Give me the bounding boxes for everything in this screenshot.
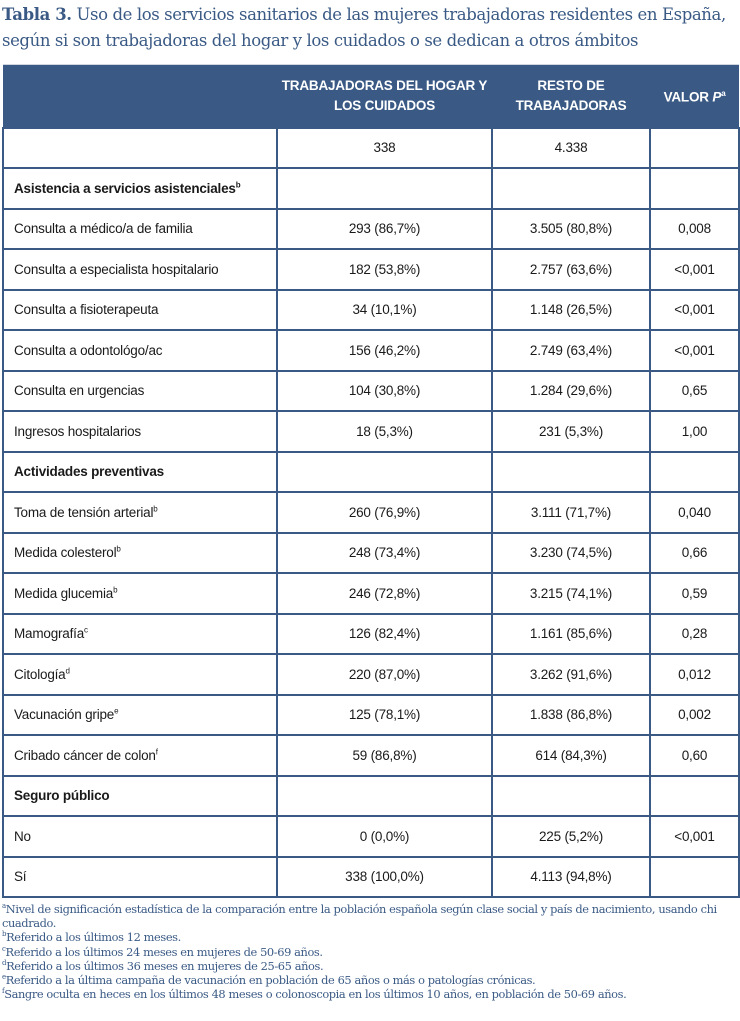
row-label: Seguro público bbox=[3, 776, 277, 817]
footnote-marker: e bbox=[2, 973, 6, 982]
cell-domestic-workers: 34 (10,1%) bbox=[277, 290, 492, 331]
row-label: Consulta en urgencias bbox=[3, 371, 277, 412]
footnote-marker: a bbox=[2, 902, 6, 911]
footnote: $^d$Referido a los últimos 36 meses en mujeres de 25-65 años. bbox=[2, 958, 324, 973]
row-label: Consulta a especialista hospitalario bbox=[3, 249, 277, 290]
cell-other-workers: 3.215 (74,1%) bbox=[492, 573, 650, 614]
table-title: Uso de los servicios sanitarios de las mujeres trabajadoras residentes en España, según si son trabajadoras del hogar y los cuidados o se dedican a otros ámbitos bbox=[2, 5, 726, 50]
header-cell-domestic-workers: TRABAJADORAS DEL HOGAR Y LOS CUIDADOS bbox=[277, 65, 492, 128]
cell-other-workers bbox=[492, 776, 650, 817]
cell-other-workers: 614 (84,3%) bbox=[492, 735, 650, 776]
row-label: Vacunación gripe$^e$ bbox=[3, 695, 277, 736]
table-row bbox=[3, 290, 739, 331]
footnote-marker: b bbox=[235, 180, 241, 190]
cell-other-workers: 225 (5,2%) bbox=[492, 816, 650, 857]
footnote-marker: b bbox=[113, 585, 118, 595]
section-row bbox=[3, 168, 739, 209]
cell-other-workers: 1.284 (29,6%) bbox=[492, 371, 650, 412]
table-row bbox=[3, 411, 739, 452]
footnote-marker: c bbox=[2, 944, 6, 953]
cell-domestic-workers: 293 (86,7%) bbox=[277, 209, 492, 250]
cell-p-value: <0,001 bbox=[650, 249, 739, 290]
cell-other-workers: 1.161 (85,6%) bbox=[492, 614, 650, 655]
cell-domestic-workers: 104 (30,8%) bbox=[277, 371, 492, 412]
table-row bbox=[3, 371, 739, 412]
cell-other-workers: 2.757 (63,6%) bbox=[492, 249, 650, 290]
cell-domestic-workers: 338 bbox=[277, 128, 492, 169]
row-label: Medida glucemia$^b$ bbox=[3, 573, 277, 614]
table-row bbox=[3, 249, 739, 290]
cell-domestic-workers: 59 (86,8%) bbox=[277, 735, 492, 776]
cell-domestic-workers: 338 (100,0%) bbox=[277, 857, 492, 898]
cell-other-workers: 231 (5,3%) bbox=[492, 411, 650, 452]
row-label: Asistencia a servicios asistenciales$^b$ bbox=[3, 168, 277, 209]
cell-other-workers: 1.148 (26,5%) bbox=[492, 290, 650, 331]
table-row bbox=[3, 654, 739, 695]
row-label: Consulta a odontológo/ac bbox=[3, 330, 277, 371]
cell-other-workers: 3.230 (74,5%) bbox=[492, 533, 650, 574]
data-table bbox=[2, 64, 740, 898]
cell-p-value: 0,60 bbox=[650, 735, 739, 776]
row-label: Citología$^d$ bbox=[3, 654, 277, 695]
cell-p-value: 0,008 bbox=[650, 209, 739, 250]
footnote: $^b$Referido a los últimos 12 meses. bbox=[2, 930, 181, 945]
cell-domestic-workers: 156 (46,2%) bbox=[277, 330, 492, 371]
header-cell-other-workers: RESTO DE TRABAJADORAS bbox=[492, 65, 650, 128]
table-number: Tabla 3. bbox=[2, 5, 72, 24]
cell-other-workers bbox=[492, 452, 650, 493]
footnote-marker: b bbox=[153, 504, 158, 514]
cell-domestic-workers bbox=[277, 452, 492, 493]
table-row bbox=[3, 209, 739, 250]
row-label: Medida colesterol$^b$ bbox=[3, 533, 277, 574]
cell-other-workers: 3.505 (80,8%) bbox=[492, 209, 650, 250]
footnote-marker: a bbox=[721, 89, 726, 98]
row-label: No bbox=[3, 816, 277, 857]
cell-p-value bbox=[650, 128, 739, 169]
cell-other-workers: 4.113 (94,8%) bbox=[492, 857, 650, 898]
cell-p-value: 0,66 bbox=[650, 533, 739, 574]
cell-p-value bbox=[650, 857, 739, 898]
row-label: Mamografía$^c$ bbox=[3, 614, 277, 655]
cell-domestic-workers: 0 (0,0%) bbox=[277, 816, 492, 857]
cell-domestic-workers: 182 (53,8%) bbox=[277, 249, 492, 290]
cell-p-value: 0,012 bbox=[650, 654, 739, 695]
table-row bbox=[3, 330, 739, 371]
row-label: Cribado cáncer de colon$^f$ bbox=[3, 735, 277, 776]
footnote-marker: b bbox=[2, 930, 7, 939]
table-row bbox=[3, 816, 739, 857]
header-row bbox=[3, 65, 739, 128]
table-row bbox=[3, 614, 739, 655]
row-label: Consulta a médico/a de familia bbox=[3, 209, 277, 250]
section-row bbox=[3, 776, 739, 817]
footnote-marker: b bbox=[116, 544, 121, 554]
table-header bbox=[3, 65, 739, 128]
cell-other-workers: 4.338 bbox=[492, 128, 650, 169]
cell-p-value: <0,001 bbox=[650, 290, 739, 331]
cell-p-value: <0,001 bbox=[650, 816, 739, 857]
row-label: Sí bbox=[3, 857, 277, 898]
cell-p-value: 0,28 bbox=[650, 614, 739, 655]
table-row bbox=[3, 735, 739, 776]
cell-domestic-workers bbox=[277, 168, 492, 209]
cell-domestic-workers: 18 (5,3%) bbox=[277, 411, 492, 452]
footnote: $^f$Sangre oculta en heces en los últimos 48 meses o colonoscopia en los últimos 10 años, en población de 50-69 años. bbox=[2, 987, 627, 1002]
row-label: Actividades preventivas bbox=[3, 452, 277, 493]
cell-domestic-workers: 220 (87,0%) bbox=[277, 654, 492, 695]
row-label bbox=[3, 128, 277, 169]
cell-p-value: 0,040 bbox=[650, 492, 739, 533]
cell-other-workers bbox=[492, 168, 650, 209]
cell-p-value: 1,00 bbox=[650, 411, 739, 452]
table-caption bbox=[2, 2, 740, 54]
footnote-marker: f bbox=[155, 747, 158, 757]
table-row bbox=[3, 695, 739, 736]
table-body bbox=[3, 128, 739, 898]
header-cell-p-value: VALOR $P^a$ bbox=[650, 65, 739, 128]
cell-domestic-workers bbox=[277, 776, 492, 817]
cell-domestic-workers: 126 (82,4%) bbox=[277, 614, 492, 655]
footnote-marker: d bbox=[65, 666, 70, 676]
cell-domestic-workers: 260 (76,9%) bbox=[277, 492, 492, 533]
row-label: Ingresos hospitalarios bbox=[3, 411, 277, 452]
footnote-marker: d bbox=[2, 959, 7, 968]
cell-other-workers: 2.749 (63,4%) bbox=[492, 330, 650, 371]
cell-domestic-workers: 246 (72,8%) bbox=[277, 573, 492, 614]
cell-domestic-workers: 248 (73,4%) bbox=[277, 533, 492, 574]
table-footnotes bbox=[2, 902, 740, 1001]
table-row bbox=[3, 533, 739, 574]
cell-other-workers: 3.262 (91,6%) bbox=[492, 654, 650, 695]
footnote: $^c$Referido a los últimos 24 meses en mujeres de 50-69 años. bbox=[2, 944, 323, 959]
row-label: Toma de tensión arterial$^b$ bbox=[3, 492, 277, 533]
cell-other-workers: 1.838 (86,8%) bbox=[492, 695, 650, 736]
footnote-marker: c bbox=[84, 625, 88, 635]
footnote: $^e$Referido a la última campaña de vacunación en población de 65 años o más o patologías crónicas. bbox=[2, 973, 536, 988]
table-row bbox=[3, 128, 739, 169]
cell-other-workers: 3.111 (71,7%) bbox=[492, 492, 650, 533]
cell-domestic-workers: 125 (78,1%) bbox=[277, 695, 492, 736]
cell-p-value: 0,59 bbox=[650, 573, 739, 614]
row-label: Consulta a fisioterapeuta bbox=[3, 290, 277, 331]
cell-p-value bbox=[650, 776, 739, 817]
footnote: $^a$Nivel de significación estadística de la comparación entre la población española según clase social y país de nacimiento, usando chi cuadrado. bbox=[2, 902, 717, 931]
header-cell-label bbox=[3, 65, 277, 128]
cell-p-value: <0,001 bbox=[650, 330, 739, 371]
table-row bbox=[3, 492, 739, 533]
cell-p-value bbox=[650, 452, 739, 493]
section-row bbox=[3, 452, 739, 493]
footnote-marker: f bbox=[2, 987, 5, 996]
cell-p-value bbox=[650, 168, 739, 209]
cell-p-value: 0,65 bbox=[650, 371, 739, 412]
cell-p-value: 0,002 bbox=[650, 695, 739, 736]
footnote-marker: e bbox=[114, 706, 119, 716]
table-row bbox=[3, 857, 739, 898]
table-row bbox=[3, 573, 739, 614]
